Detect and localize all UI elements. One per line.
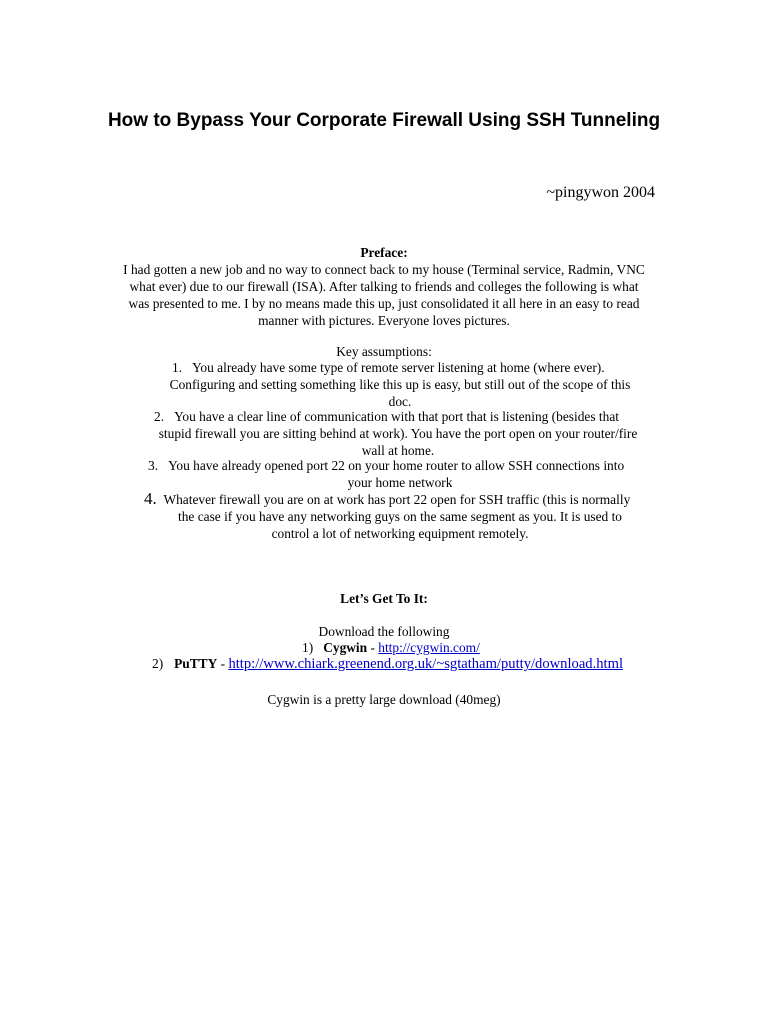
download-separator: - <box>367 640 379 655</box>
putty-link[interactable]: http://www.chiark.greenend.org.uk/~sgtatham/putty/download.html <box>228 656 624 672</box>
assumption-number: 2. <box>154 409 165 424</box>
assumption-text: You have a clear line of communication with that port that is listening (besides that <box>174 409 619 424</box>
assumption-item-4 <box>120 490 680 542</box>
assumption-first-line <box>110 408 686 425</box>
download-number: 2) <box>152 656 164 671</box>
download-intro: Download the following <box>318 624 450 639</box>
preface-line: what ever) due to our firewall (ISA). After talking to friends and colleges the following is what <box>129 279 639 294</box>
get-to-it-heading: Let’s Get To It: <box>340 591 428 606</box>
assumption-first-line <box>120 457 680 474</box>
assumption-text: wall at home. <box>361 443 435 458</box>
assumption-text: You have already opened port 22 on your home router to allow SSH connections into <box>168 458 625 473</box>
assumption-first-line <box>120 359 680 376</box>
page-title: How to Bypass Your Corporate Firewall Using SSH Tunneling <box>107 110 661 131</box>
download-name: Cygwin <box>323 640 368 655</box>
assumption-text: You already have some type of remote server listening at home (where ever). <box>192 360 605 375</box>
author-line: ~pingywon 2004 <box>546 184 655 201</box>
assumption-item-1 <box>120 359 680 410</box>
assumption-item-3 <box>120 457 680 491</box>
assumption-text: Whatever firewall you are on at work has port 22 open for SSH traffic (this is normally <box>163 492 631 507</box>
assumption-text: control a lot of networking equipment remotely. <box>271 526 529 541</box>
assumption-text: stupid firewall you are sitting behind at work). You have the port open on your router/fire <box>158 426 638 441</box>
assumption-number: 3. <box>148 458 159 473</box>
download-note: Cygwin is a pretty large download (40meg) <box>267 692 501 707</box>
download-separator: - <box>217 656 229 671</box>
assumption-number: 1. <box>172 360 183 375</box>
assumptions-heading: Key assumptions: <box>336 344 432 359</box>
preface-body <box>40 261 728 329</box>
assumption-text: doc. <box>388 394 412 409</box>
download-item-cygwin <box>302 639 480 656</box>
assumption-number: 4. <box>144 489 157 508</box>
preface-section <box>100 244 668 329</box>
assumption-item-2 <box>110 408 686 459</box>
preface-line: I had gotten a new job and no way to connect back to my house (Terminal service, Radmin, VNC <box>123 262 645 277</box>
download-name: PuTTY <box>174 656 218 671</box>
preface-line: manner with pictures. Everyone loves pictures. <box>258 313 510 328</box>
download-item-putty <box>152 655 623 673</box>
assumption-first-line <box>120 490 680 508</box>
assumption-text: the case if you have any networking guys on the same segment as you. It is used to <box>177 509 623 524</box>
download-number: 1) <box>302 640 314 655</box>
assumption-text: Configuring and setting something like this up is easy, but still out of the scope of this <box>169 377 631 392</box>
assumption-text: your home network <box>347 475 453 490</box>
cygwin-link[interactable]: http://cygwin.com/ <box>378 640 480 655</box>
preface-line: was presented to me. I by no means made this up, just consolidated it all here in an easy to read <box>128 296 640 311</box>
preface-heading: Preface: <box>360 245 408 260</box>
